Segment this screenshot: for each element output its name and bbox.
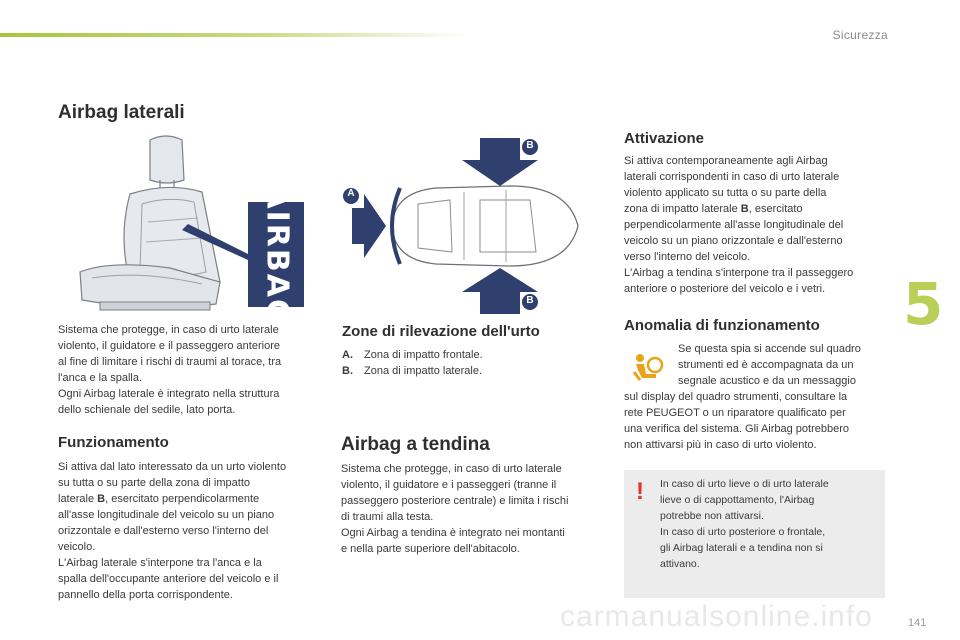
function-heading: Funzionamento xyxy=(58,434,169,451)
malfunction-heading: Anomalia di funzionamento xyxy=(624,317,820,334)
warning-icon: ! xyxy=(636,478,644,505)
list-item: B. Zona di impatto laterale. xyxy=(342,365,483,377)
curtain-airbag-description: Sistema che protegge, in caso di urto laterale violento, il guidatore e i passeggeri (tranne il passeggero posteriore centrale) e limita i rischi di traumi alla testa. Ogni Airbag a tendina è integrato nei montanti e nella parte superiore dell'abitacolo. xyxy=(341,463,569,555)
airbag-label: AIRBAG xyxy=(259,185,295,326)
activation-description: Si attiva contemporaneamente agli Airbag laterali corrispondenti in caso di urto laterale violento applicato su tutta o su parte della zona di impatto laterale B, esercitato perpendicolarmente all'asse longitudinale del veicolo su un piano orizzontale e dall'esterno verso l'interno del veicolo. L'Airbag a tendina s'interpone tra il passeggero anteriore o posteriore del veicolo e i vetri. xyxy=(624,155,854,295)
page-number: 141 xyxy=(908,617,927,629)
marker-b-bottom: B xyxy=(526,295,534,306)
watermark: carmanualsonline.info xyxy=(560,600,873,633)
marker-b-top: B xyxy=(526,140,534,151)
malfunction-description: sul display del quadro strumenti, consultare la rete PEUGEOT o un riparatore qualificato per una verifica del sistema. Gli Airbag potrebbero non attivarsi più in caso di urto violento. xyxy=(624,391,850,451)
section-title: Sicurezza xyxy=(832,28,888,42)
chapter-number: 5 xyxy=(903,270,944,338)
warning-note xyxy=(624,470,885,598)
car-impact-diagram xyxy=(340,130,610,322)
function-description: Si attiva dal lato interessato da un urto violento su tutta o su parte della zona di impatto laterale B, esercitato perpendicolarmente all'asse longitudinale del veicolo su un piano orizzontale e dall'esterno verso l'interno del veicolo. L'Airbag laterale s'interpone tra l'anca e la spalla dell'occupante anteriore del veicolo e il pannello della porta corrispondente. xyxy=(58,461,287,601)
marker-a: A xyxy=(347,188,355,199)
zones-list xyxy=(342,347,483,379)
side-airbag-description: Sistema che protegge, in caso di urto laterale violento, il guidatore e il passeggero anteriore al fine di limitare i rischi di traumi al torace, tra l'anca e la spalla. Ogni Airbag laterale è integrato nella struttura dello schienale del sedile, lato porta. xyxy=(58,324,282,416)
airbag-warning-light-icon xyxy=(630,352,664,382)
warning-text: In caso di urto lieve o di urto laterale lieve o di cappottamento, l'Airbag potrebbe non attivarsi. In caso di urto posteriore o frontale, gli Airbag laterali e a tendina non si attivano. xyxy=(660,478,829,570)
curtain-airbag-title: Airbag a tendina xyxy=(341,434,490,455)
malfunction-description-top: Se questa spia si accende sul quadro strumenti ed è accompagnata da un segnale acustico e da un messaggio xyxy=(678,343,861,387)
page-title: Airbag laterali xyxy=(58,102,185,123)
activation-heading: Attivazione xyxy=(624,130,705,147)
list-item: A. Zona di impatto frontale. xyxy=(342,349,483,361)
zones-heading: Zone di rilevazione dell'urto xyxy=(342,323,540,340)
header-accent-bar xyxy=(0,33,470,37)
